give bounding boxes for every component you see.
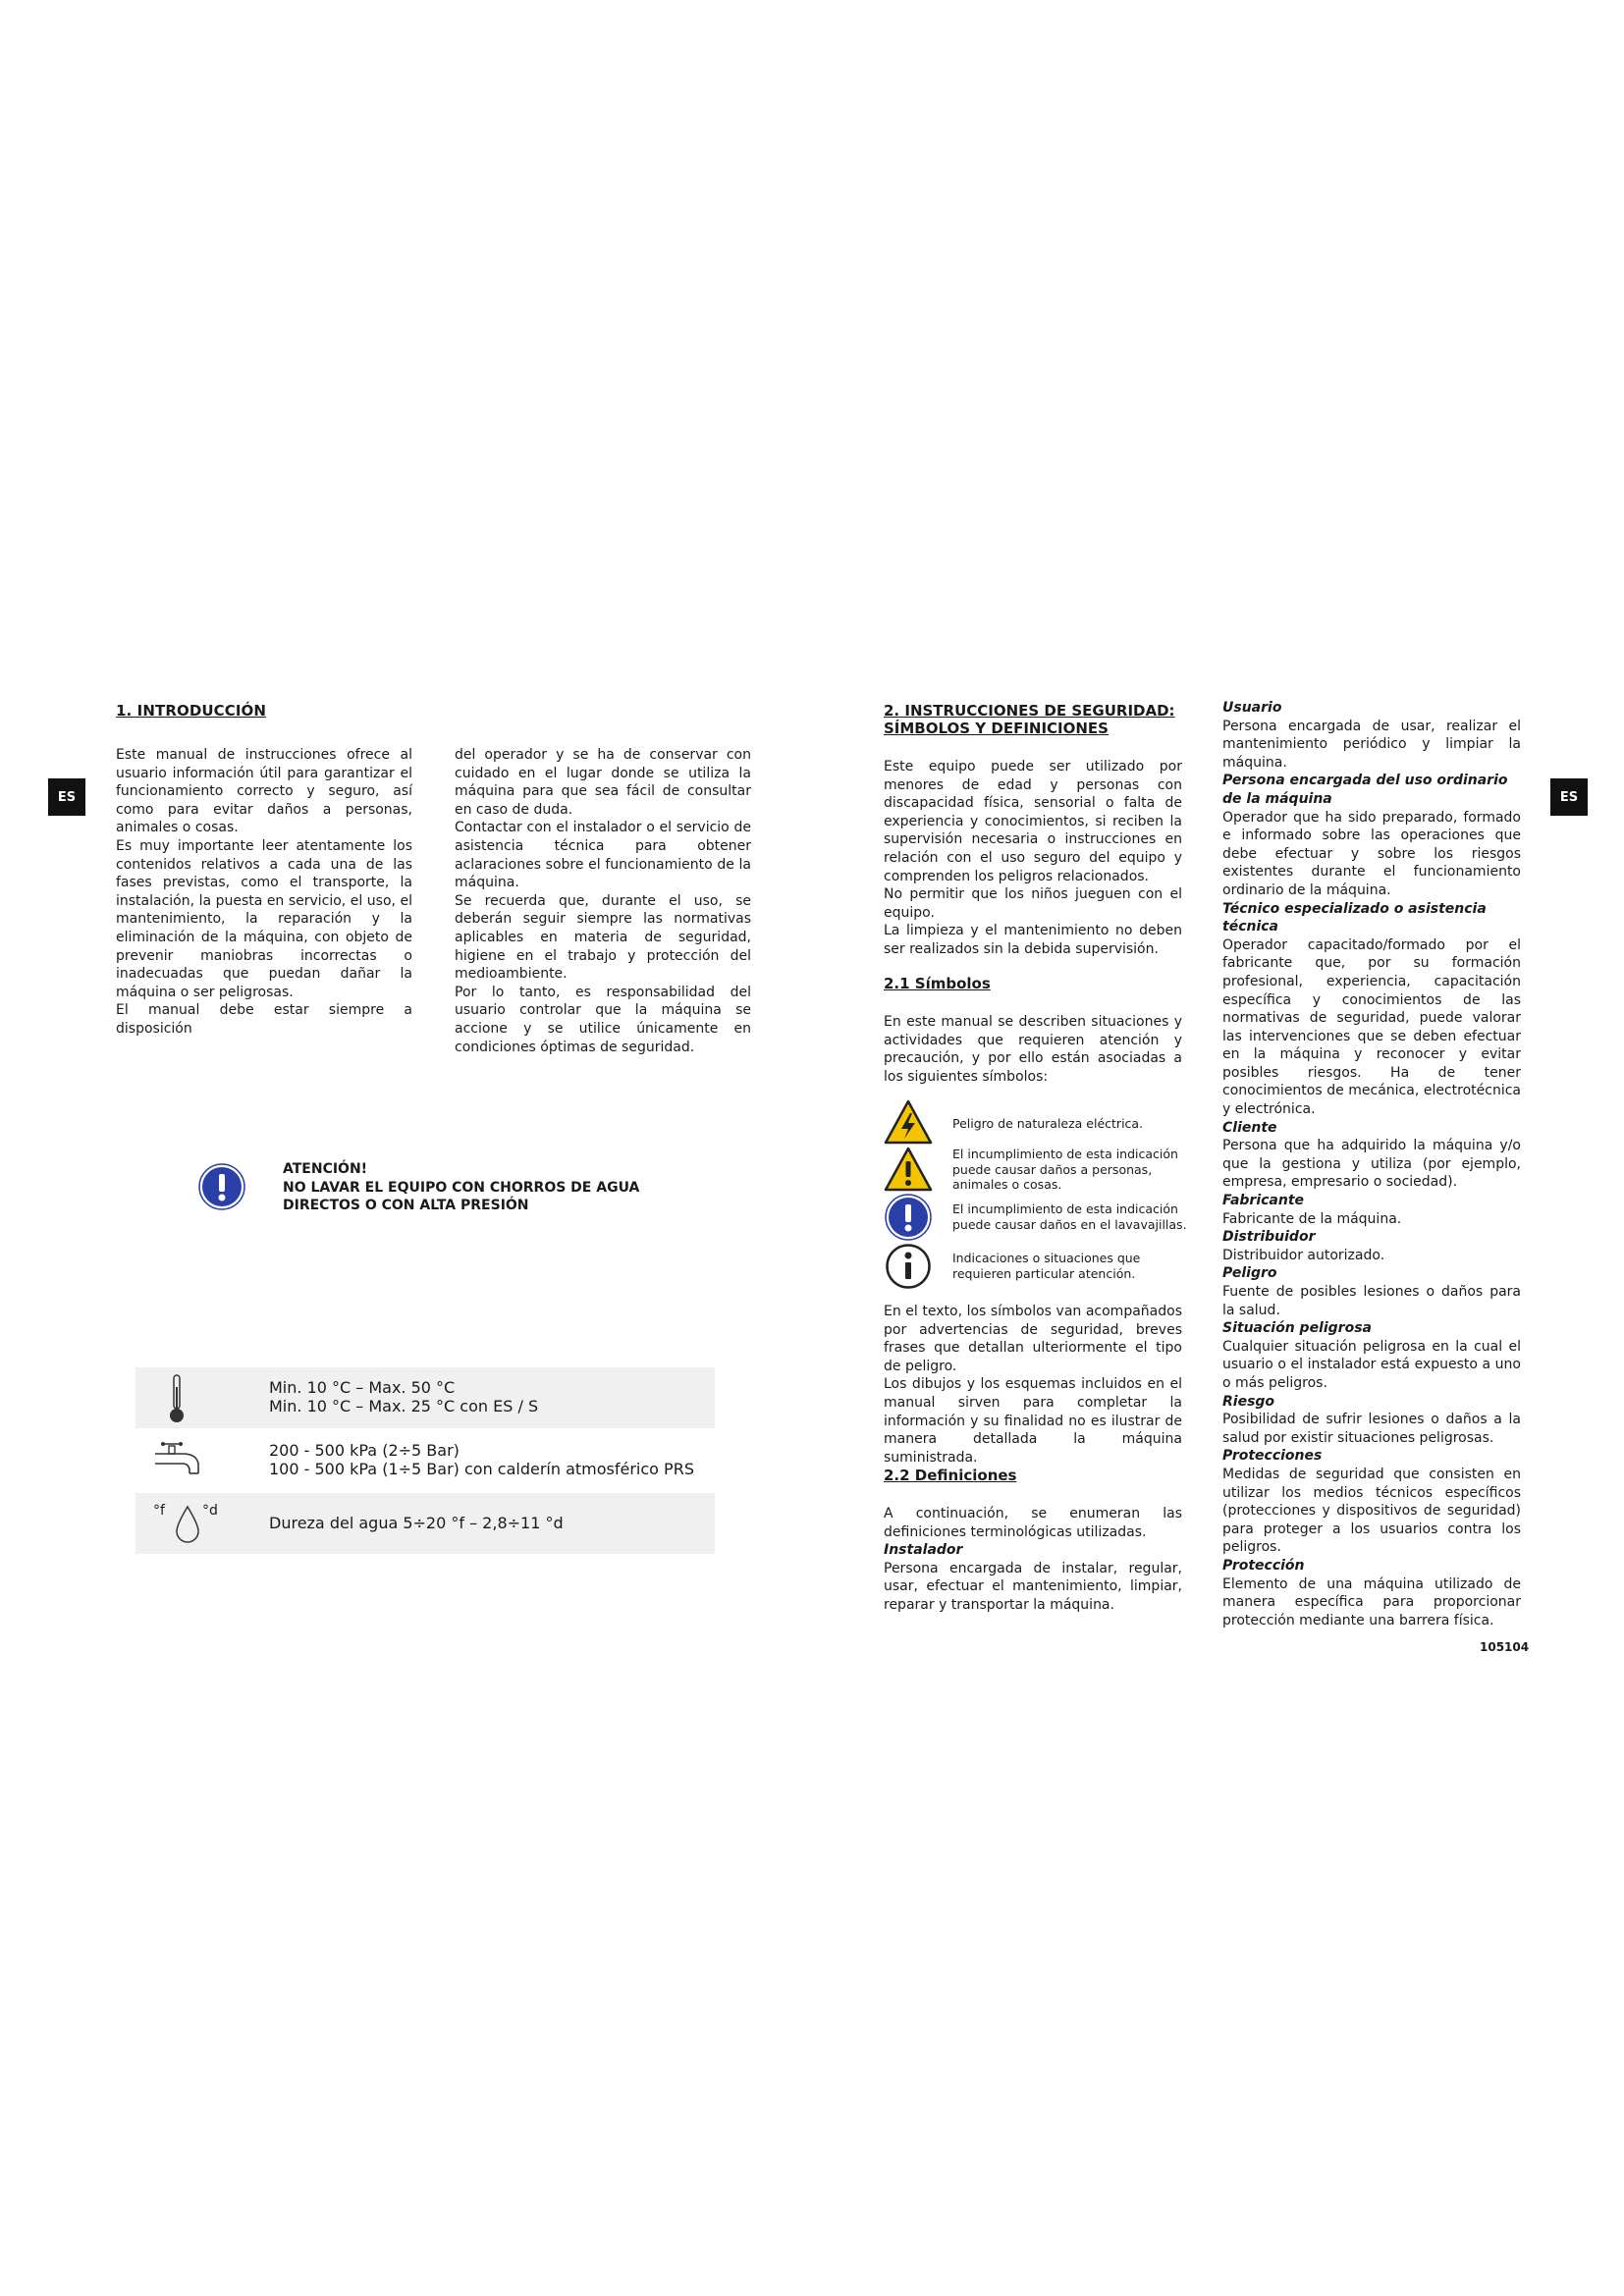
thermometer-icon xyxy=(165,1373,189,1428)
definition-text: Persona que ha adquirido la máquina y/o que la gestiona y utiliza (por ejemplo, empresa, empresario o sociedad). xyxy=(1222,1138,1521,1191)
attention-circle-icon xyxy=(885,1194,932,1241)
spec-line: 200 - 500 kPa (2÷5 Bar) xyxy=(269,1441,460,1460)
water-drop-icon xyxy=(153,1501,222,1548)
language-tab-right: ES xyxy=(1550,778,1588,816)
attention-line: NO LAVAR EL EQUIPO CON CHORROS DE AGUA xyxy=(283,1179,640,1196)
definition-term: Situación peligrosa xyxy=(1222,1320,1372,1337)
symbols-note: Los dibujos y los esquemas incluidos en el manual sirven para completar la información y su finalidad no es ilustrar de manera detallada la máquina suministrada. xyxy=(884,1376,1182,1466)
definition-text: Persona encargada de usar, realizar el mantenimiento periódico y limpiar la máquina. xyxy=(1222,718,1521,771)
water-tap-icon xyxy=(153,1440,210,1483)
spec-row-pressure xyxy=(135,1430,715,1491)
safety-paragraph: La limpieza y el mantenimiento no deben ser realizados sin la debida supervisión. xyxy=(884,923,1182,957)
safety-title-line: 2. INSTRUCCIONES DE SEGURIDAD: xyxy=(884,702,1175,720)
definition-text: Fabricante de la máquina. xyxy=(1222,1210,1402,1227)
attention-circle-icon xyxy=(198,1163,245,1214)
definition-term: Instalador xyxy=(884,1542,963,1559)
symbol-text: Peligro de naturaleza eléctrica. xyxy=(952,1116,1144,1131)
warning-triangle-icon xyxy=(884,1147,933,1192)
spec-line: Dureza del agua 5÷20 °f – 2,8÷11 °d xyxy=(269,1514,564,1532)
definition-text: Distribuidor autorizado. xyxy=(1222,1247,1385,1263)
symbol-row xyxy=(884,1099,1198,1148)
intro-paragraph: Se recuerda que, durante el uso, se deberán seguir siempre las normativas aplicables en materia de seguridad, higiene en el trabajo y protección del medioambiente. xyxy=(455,892,751,983)
safety-paragraph: Este equipo puede ser utilizado por menores de edad y personas con discapacidad física, sensorial o falta de experiencia y conocimientos, si reciben la supervisión necesaria o instrucciones en relación con el uso seguro del equipo y comprenden los peligros relacionados. xyxy=(884,759,1182,884)
attention-warning xyxy=(283,1160,639,1215)
definition-text: Operador capacitado/formado por el fabricante que, por su formación profesional, experiencia, capacitación específica y conocimientos de las normativas de seguridad, puede valorar las intervenciones que se deben efectuar en la máquina y reconocer y evitar posibles riesgos. Ha de tener conocimientos de mecánica, electrotécnica y electrónica. xyxy=(1222,936,1521,1118)
definition-term: Protecciones xyxy=(1222,1448,1323,1465)
symbols-note: En el texto, los símbolos van acompañados por advertencias de seguridad, breves frases que detallan ulteriormente el tipo de peligro. xyxy=(884,1304,1182,1374)
symbol-row xyxy=(884,1243,1198,1292)
intro-paragraph: Este manual de instrucciones ofrece al usuario información útil para garantizar el funcionamiento correcto y seguro, así como para evitar daños a personas, animales o cosas. xyxy=(116,747,412,836)
spec-row-hardness xyxy=(135,1493,715,1554)
definition-term: Distribuidor xyxy=(1222,1229,1316,1246)
unit-label-d: °d xyxy=(202,1503,218,1519)
definition-term: Riesgo xyxy=(1222,1393,1275,1410)
symbol-row xyxy=(884,1194,1198,1243)
definition-term: Persona encargada del uso ordinario de la máquina xyxy=(1222,773,1508,807)
spec-row-temperature xyxy=(135,1367,715,1428)
definition-term: Protección xyxy=(1222,1557,1305,1574)
definitions-column xyxy=(1222,699,1521,1629)
definition-text: Operador que ha sido preparado, formado e informado sobre las operaciones que debe efectuar y sobre los riesgos existentes durante el funcionamiento ordinario de la máquina. xyxy=(1222,809,1521,898)
symbols-intro: En este manual se describen situaciones y actividades que requieren atención y precaución, y por ello están asociadas a los siguientes símbolos: xyxy=(884,1014,1182,1085)
definition-text: Elemento de una máquina utilizado de manera específica para proporcionar protección mediante una barrera física. xyxy=(1222,1575,1521,1629)
intro-paragraph: del operador y se ha de conservar con cuidado en el lugar donde se utiliza la máquina para que sea fácil de consultar en caso de duda. xyxy=(455,747,751,818)
intro-column-1 xyxy=(116,746,412,1039)
language-tab-left: ES xyxy=(48,778,85,816)
definitions-intro-column xyxy=(884,1505,1182,1615)
definition-term: Peligro xyxy=(1222,1265,1277,1282)
definition-term: Usuario xyxy=(1222,700,1282,716)
symbols-title: 2.1 Símbolos xyxy=(884,975,991,992)
intro-paragraph: El manual debe estar siempre a disposición xyxy=(116,1002,412,1037)
symbols-notes xyxy=(884,1303,1182,1467)
spec-line: Min. 10 °C – Max. 25 °C con ES / S xyxy=(269,1397,539,1415)
definition-term: Fabricante xyxy=(1222,1193,1305,1209)
symbol-row xyxy=(884,1147,1198,1196)
intro-paragraph: Por lo tanto, es responsabilidad del usuario controlar que la máquina se accione y se utilice únicamente en condiciones óptimas de seguridad. xyxy=(455,984,751,1055)
definitions-intro: A continuación, se enumeran las definiciones terminológicas utilizadas. xyxy=(884,1506,1182,1540)
intro-column-2 xyxy=(455,746,751,1056)
definition-text: Posibilidad de sufrir lesiones o daños a la salud por existir situaciones peligrosas. xyxy=(1222,1412,1521,1446)
safety-paragraph: No permitir que los niños jueguen con el equipo. xyxy=(884,886,1182,921)
safety-title xyxy=(884,702,1188,737)
definition-term: Cliente xyxy=(1222,1119,1277,1136)
definition-text: Cualquier situación peligrosa en la cual el usuario o el instalador está expuesto a uno o más peligros. xyxy=(1222,1338,1521,1391)
spec-line: 100 - 500 kPa (1÷5 Bar) con calderín atmosférico PRS xyxy=(269,1460,694,1478)
safety-title-line: SÍMBOLOS Y DEFINICIONES xyxy=(884,720,1109,737)
symbol-text: El incumplimiento de esta indicación puede causar daños a personas, animales o cosas. xyxy=(952,1147,1178,1192)
definition-term: Técnico especializado o asistencia técnica xyxy=(1222,900,1487,935)
unit-label-f: °f xyxy=(153,1503,165,1519)
spec-line: Min. 10 °C – Max. 50 °C xyxy=(269,1378,456,1397)
symbol-text: Indicaciones o situaciones que requieren particular atención. xyxy=(952,1251,1141,1281)
page-number: 105104 xyxy=(1480,1640,1530,1654)
info-icon xyxy=(885,1243,932,1290)
definition-text: Fuente de posibles lesiones o daños para la salud. xyxy=(1222,1284,1521,1318)
symbol-text: El incumplimiento de esta indicación puede causar daños en el lavavajillas. xyxy=(952,1201,1187,1232)
definition-text: Medidas de seguridad que consisten en utilizar los medios técnicos específicos (protecciones y dispositivos de seguridad) para proteger a los usuarios contra los peligros. xyxy=(1222,1466,1521,1556)
intro-paragraph: Contactar con el instalador o el servicio de asistencia técnica para obtener aclaraciones sobre el funcionamiento de la máquina. xyxy=(455,820,751,891)
attention-line: DIRECTOS O CON ALTA PRESIÓN xyxy=(283,1198,529,1214)
electric-hazard-icon xyxy=(884,1099,933,1145)
intro-paragraph: Es muy importante leer atentamente los contenidos relativos a cada una de las fases previstas, como el transporte, la instalación, la puesta en servicio, el uso, el mantenimiento, la reparación y la eliminación de la máquina, con objeto de prevenir maniobras incorrectas o inadecuadas que puedan dañar la máquina o ser peligrosas. xyxy=(116,837,412,1000)
attention-heading: ATENCIÓN! xyxy=(283,1161,368,1177)
definition-text: Persona encargada de instalar, regular, usar, efectuar el mantenimiento, limpiar, reparar y transportar la máquina. xyxy=(884,1560,1182,1613)
definitions-title: 2.2 Definiciones xyxy=(884,1467,1017,1484)
safety-column xyxy=(884,758,1182,959)
intro-title: 1. INTRODUCCIÓN xyxy=(116,702,267,720)
